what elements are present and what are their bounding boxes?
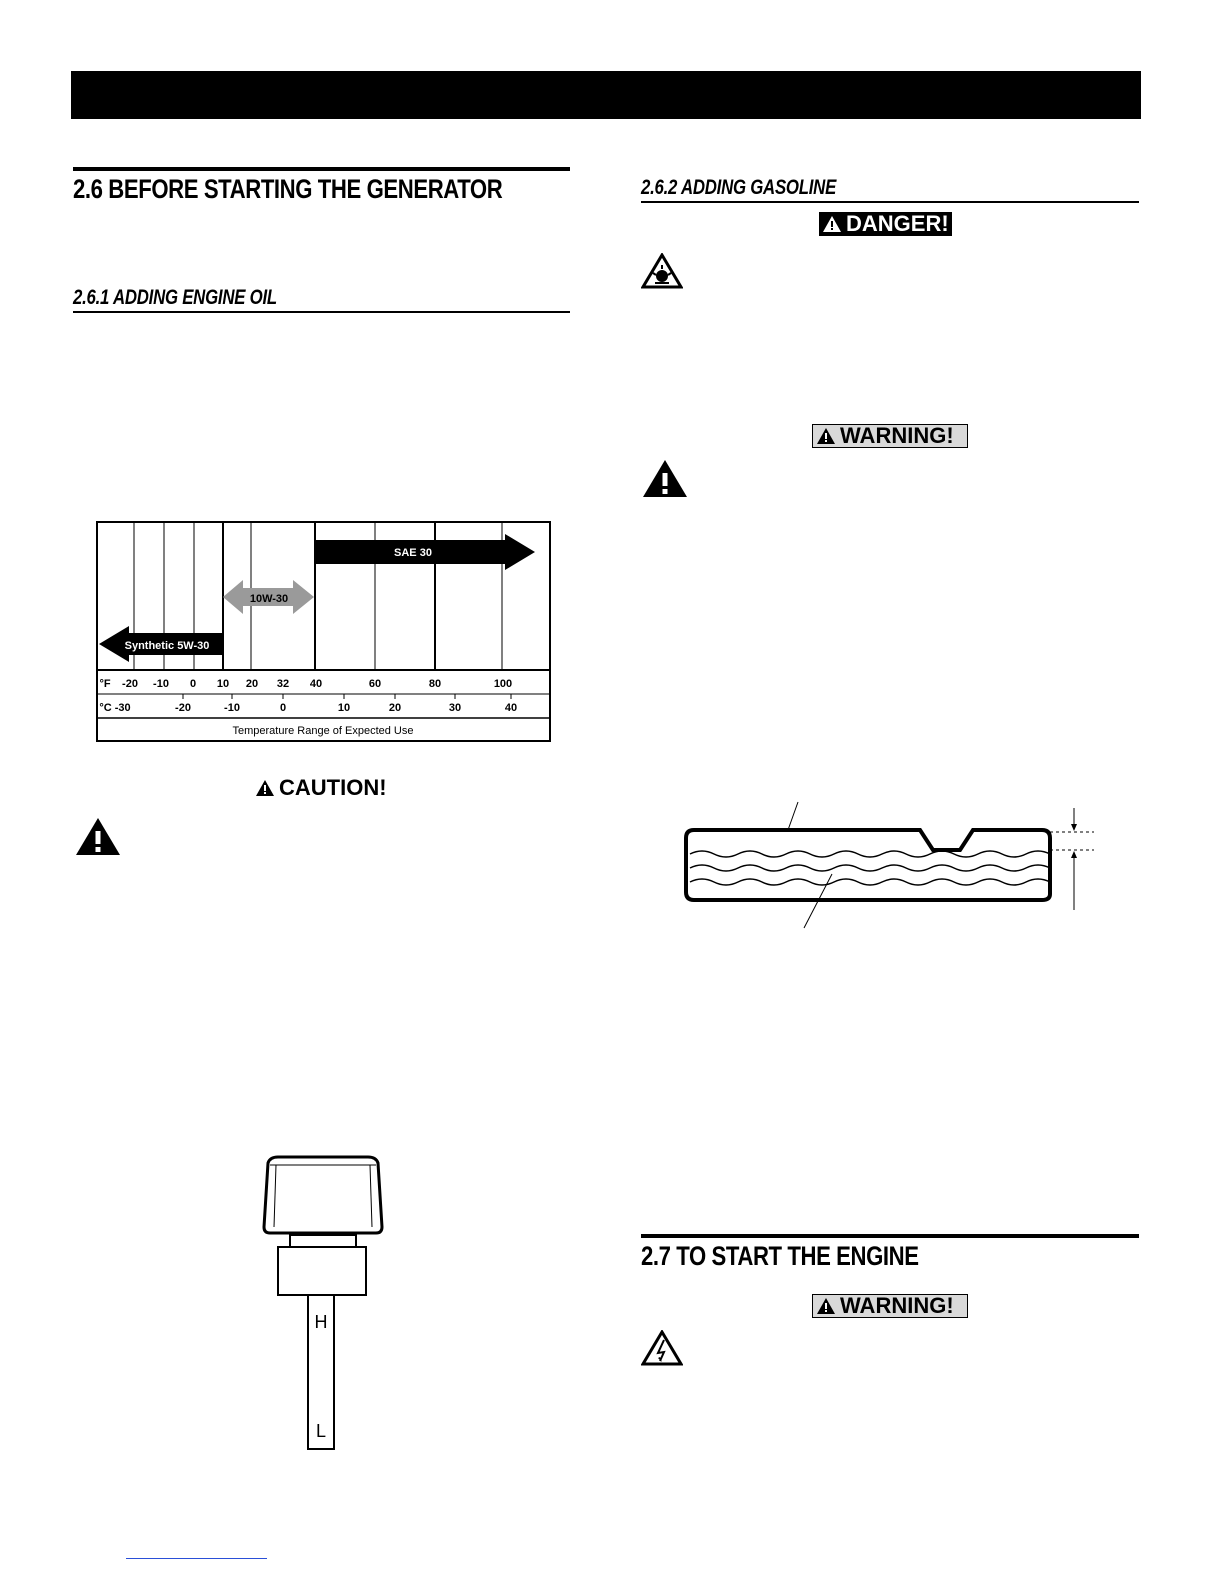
warning-triangle-icon <box>816 427 836 445</box>
warning-triangle-icon <box>816 1297 836 1315</box>
subsection-title-adding-oil: 2.6.1 ADDING ENGINE OIL <box>73 286 277 309</box>
warning-signal-1 <box>812 424 968 448</box>
fahrenheit-tick-label: 20 <box>245 678 259 690</box>
warning-signal-2 <box>812 1294 968 1318</box>
dipstick-illustration <box>262 1155 384 1455</box>
section-title-before-starting: 2.6 BEFORE STARTING THE GENERATOR <box>73 174 503 204</box>
section-title-start-engine: 2.7 TO START THE ENGINE <box>641 1241 919 1271</box>
footer-link-underline[interactable] <box>126 1558 267 1559</box>
electric-shock-icon <box>641 1330 683 1366</box>
subsection-rule <box>641 201 1139 203</box>
fahrenheit-tick-label: -10 <box>153 678 169 690</box>
dipstick-low-mark: L <box>315 1421 327 1441</box>
fahrenheit-tick-label: -20 <box>122 678 138 690</box>
fahrenheit-tick-label: 40 <box>309 678 323 690</box>
section-rule <box>73 167 570 171</box>
explosion-hazard-icon <box>641 253 683 289</box>
caution-label: CAUTION! <box>279 775 387 800</box>
caution-exclamation-icon <box>74 817 122 857</box>
danger-signal <box>819 212 952 236</box>
celsius-tick-label: 10 <box>337 702 351 714</box>
subsection-rule <box>73 311 570 313</box>
dipstick-high-mark: H <box>314 1312 328 1332</box>
chart-x-axis-label: Temperature Range of Expected Use <box>232 725 414 737</box>
warning-label-2: WARNING! <box>840 1293 954 1318</box>
celsius-tick-label: 0 <box>279 702 287 714</box>
danger-label: DANGER! <box>846 211 949 236</box>
fahrenheit-tick-label: 60 <box>368 678 382 690</box>
celsius-tick-label: -20 <box>175 702 191 714</box>
fahrenheit-tick-label: 32 <box>276 678 290 690</box>
fuel-tank-diagram <box>680 798 1100 930</box>
subsection-title-adding-gasoline: 2.6.2 ADDING GASOLINE <box>641 176 837 199</box>
oil-grade-label-10w-30: 10W-30 <box>249 593 289 605</box>
warning-triangle-icon <box>255 779 275 797</box>
celsius-tick-label: 40 <box>504 702 518 714</box>
fahrenheit-tick-label: 80 <box>428 678 442 690</box>
section-rule <box>641 1234 1139 1238</box>
oil-grade-label-synthetic-5w-30: Synthetic 5W-30 <box>124 640 210 652</box>
fahrenheit-tick-label: °F <box>99 678 111 690</box>
oil-viscosity-chart <box>95 520 553 744</box>
warning-exclamation-icon <box>641 459 689 499</box>
celsius-tick-label: °C -30 <box>99 702 131 714</box>
celsius-tick-label: 20 <box>388 702 402 714</box>
celsius-tick-label: 30 <box>448 702 462 714</box>
fahrenheit-tick-label: 100 <box>493 678 513 690</box>
caution-signal <box>252 776 390 800</box>
warning-triangle-icon <box>822 215 842 233</box>
oil-grade-label-sae-30: SAE 30 <box>394 547 432 559</box>
header-bar <box>71 71 1141 119</box>
fahrenheit-tick-label: 0 <box>189 678 197 690</box>
fahrenheit-tick-label: 10 <box>216 678 230 690</box>
warning-label-1: WARNING! <box>840 423 954 448</box>
celsius-tick-label: -10 <box>224 702 240 714</box>
